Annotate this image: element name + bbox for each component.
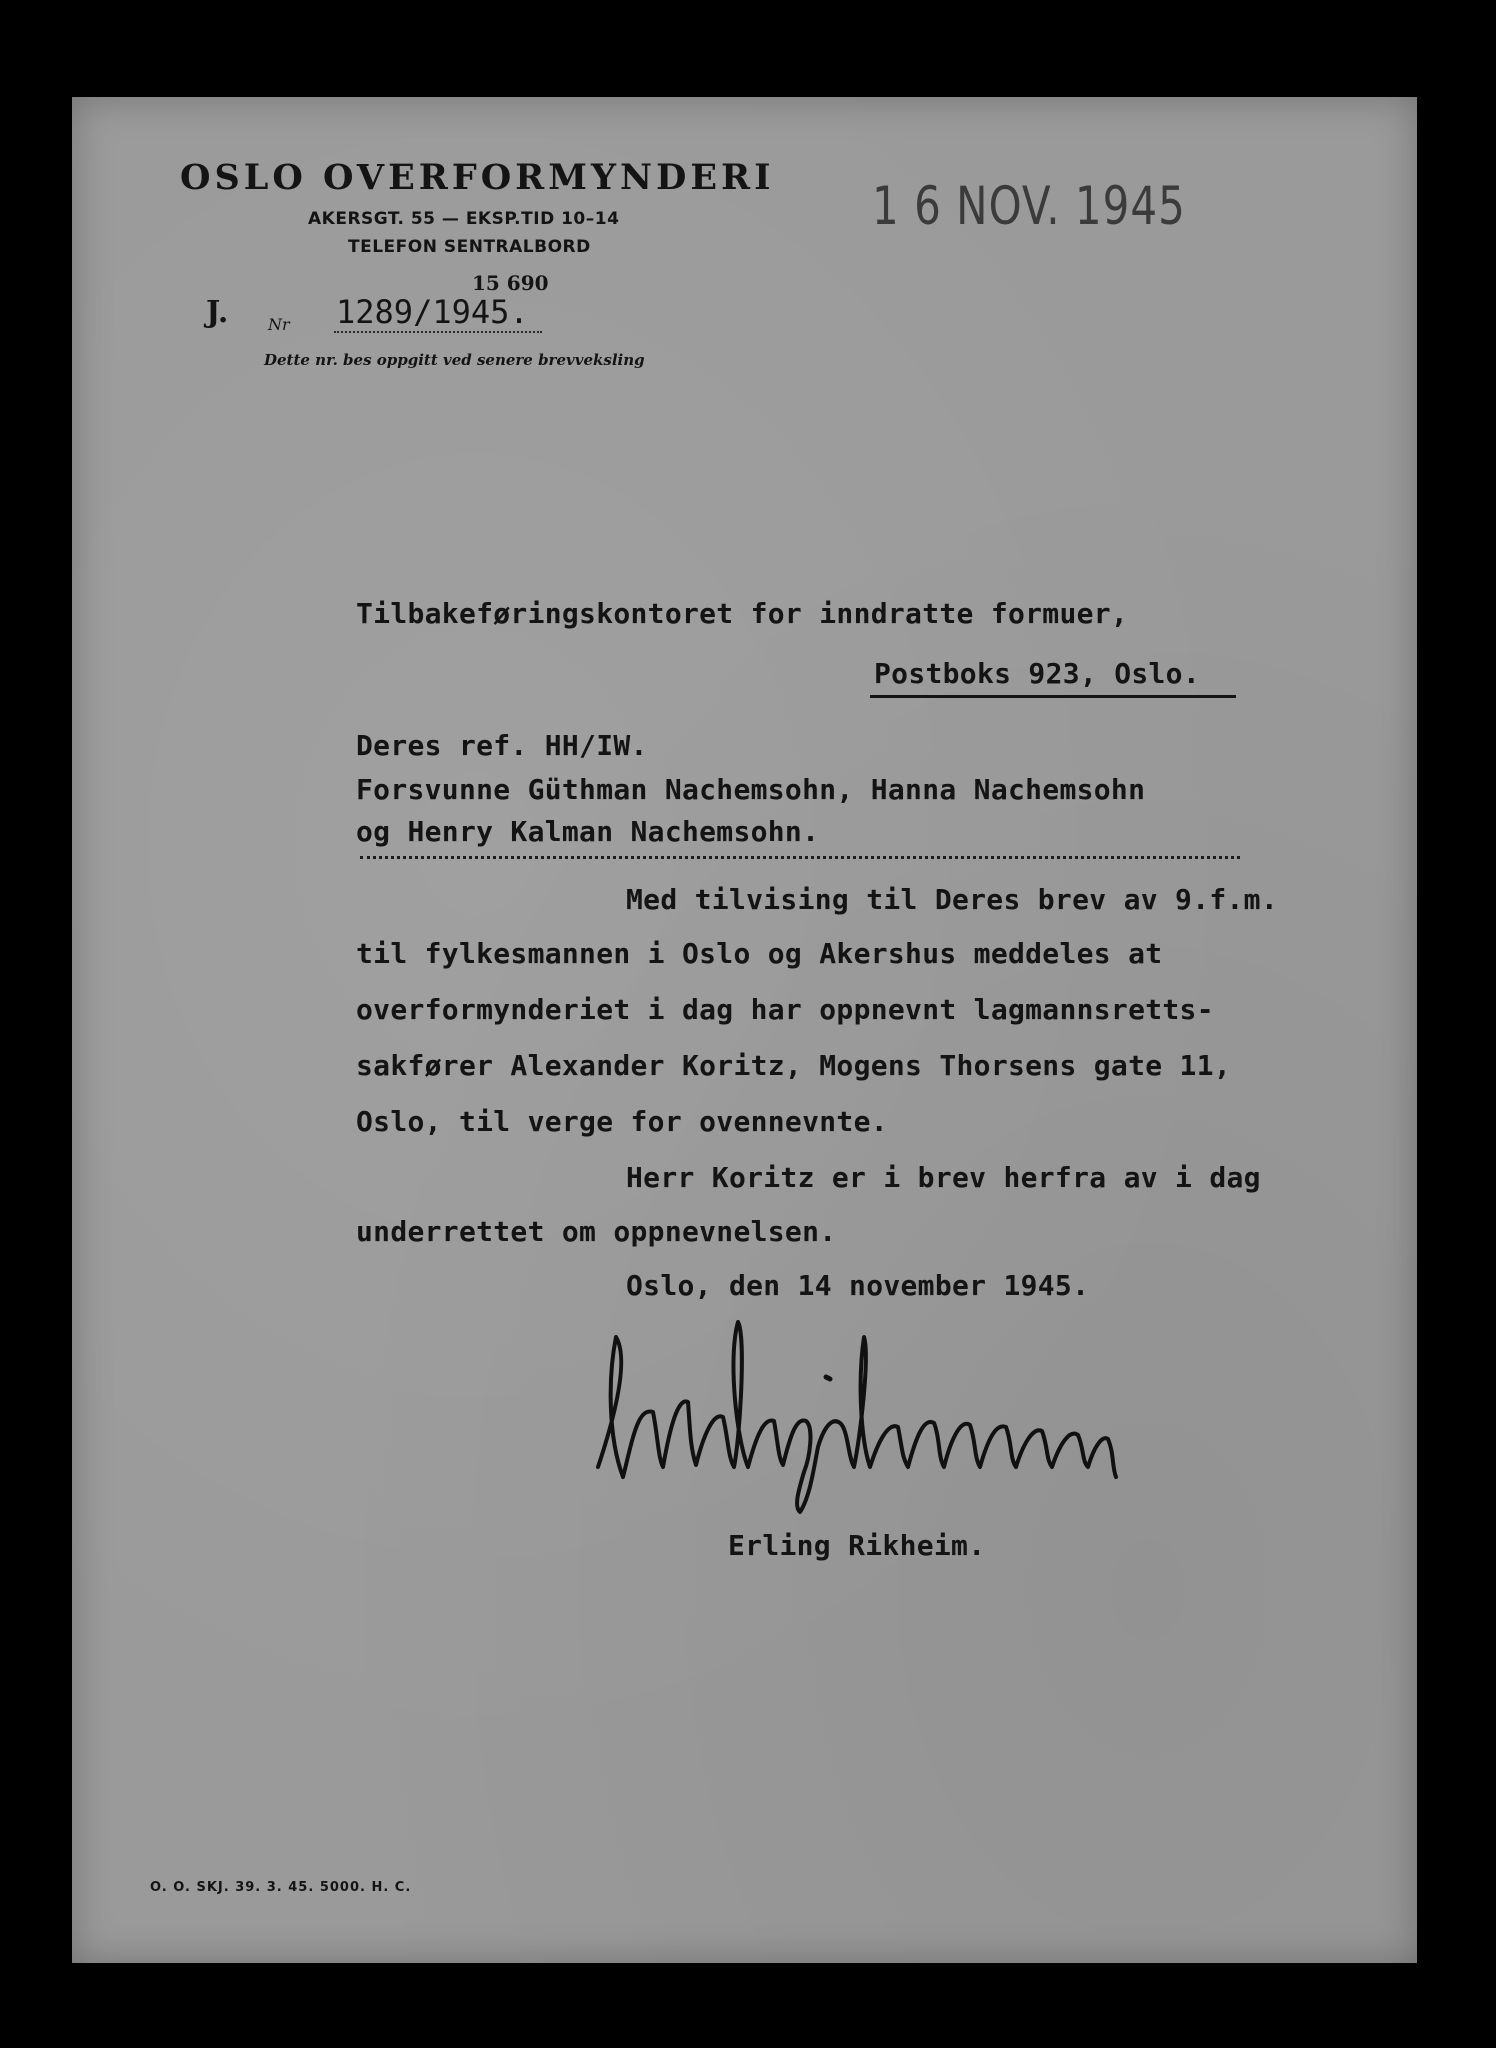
recipient-line-2: Postboks 923, Oslo. [874,657,1200,690]
body-line-4: sakfører Alexander Koritz, Mogens Thorsens gate 11, [356,1049,1232,1082]
handwritten-signature [578,1317,1168,1517]
journal-number-dotted-line [334,331,542,333]
print-code: O. O. SKJ. 39. 3. 45. 5000. H. C. [150,1880,412,1895]
recipient-underline [870,695,1236,698]
reference-dotted-line [360,856,1240,859]
reference-line-2: Forsvunne Güthman Nachemsohn, Hanna Nachemsohn [356,773,1146,806]
body-line-7: underrettet om oppnevnelsen. [356,1215,837,1248]
received-date-stamp: 1 6 NOV. 1945 [872,175,1186,237]
journal-prefix: J. [206,295,229,330]
nr-label: Nr [268,315,290,334]
phone-label: TELEFON SENTRALBORD [348,237,591,257]
body-line-3: overformynderiet i dag har oppnevnt lagmannsretts- [356,993,1214,1026]
reference-line-1: Deres ref. HH/IW. [356,729,648,762]
journal-number-note: Dette nr. bes oppgitt ved senere brevveksling [264,351,645,369]
letter-page [72,97,1417,1963]
address-line: AKERSGT. 55 — EKSP.TID 10–14 [308,209,620,229]
body-line-5: Oslo, til verge for ovennevnte. [356,1105,888,1138]
recipient-line-1: Tilbakeføringskontoret for inndratte formuer, [356,597,1129,630]
reference-line-3: og Henry Kalman Nachemsohn. [356,815,820,848]
signatory-name: Erling Rikheim. [728,1529,986,1562]
date-line: Oslo, den 14 november 1945. [626,1269,1090,1302]
body-line-2: til fylkesmannen i Oslo og Akershus meddeles at [356,937,1163,970]
org-name: OSLO OVERFORMYNDERI [180,157,775,198]
journal-number: 1289/1945. [336,293,529,331]
phone-number: 15 690 [472,271,549,295]
body-line-1: Med tilvising til Deres brev av 9.f.m. [626,883,1278,916]
body-line-6: Herr Koritz er i brev herfra av i dag [626,1161,1261,1194]
